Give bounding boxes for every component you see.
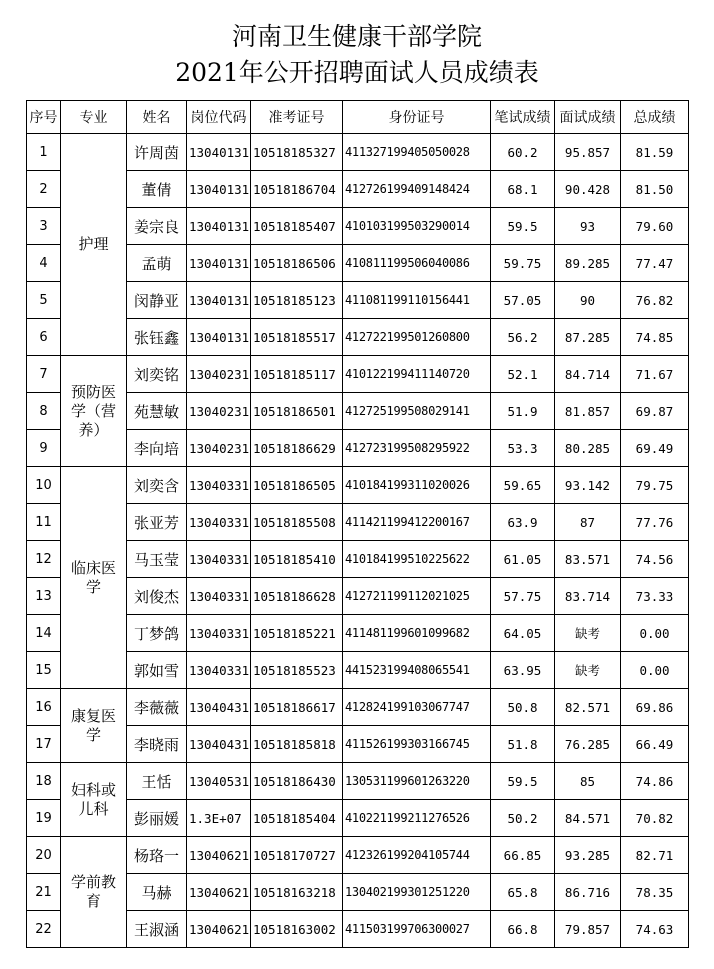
name-cell: 孟萌	[127, 245, 187, 282]
seq-cell: 15	[27, 652, 61, 689]
table-row	[27, 837, 689, 874]
written-score-cell: 57.75	[491, 578, 555, 615]
name-cell: 刘俊杰	[127, 578, 187, 615]
total-score-cell: 79.60	[621, 208, 689, 245]
exam-no-cell: 10518185221	[251, 615, 343, 652]
post-code-cell: 13040131	[187, 282, 251, 319]
post-code-cell: 13040331	[187, 615, 251, 652]
total-score-cell: 74.86	[621, 763, 689, 800]
header-written: 笔试成绩	[491, 101, 555, 134]
total-score-cell: 81.59	[621, 134, 689, 171]
seq-cell: 13	[27, 578, 61, 615]
post-code-cell: 13040331	[187, 652, 251, 689]
id-no-cell: 411421199412200167	[343, 504, 491, 541]
written-score-cell: 50.2	[491, 800, 555, 837]
exam-no-cell: 10518186704	[251, 171, 343, 208]
post-code-cell: 13040621	[187, 837, 251, 874]
post-code-cell: 13040231	[187, 430, 251, 467]
header-row	[27, 101, 689, 134]
post-code-cell: 13040531	[187, 763, 251, 800]
interview-score-cell: 缺考	[555, 652, 621, 689]
header-major: 专业	[61, 101, 127, 134]
major-cell: 预防医学（营养）	[61, 356, 127, 467]
name-cell: 马玉莹	[127, 541, 187, 578]
id-no-cell: 130531199601263220	[343, 763, 491, 800]
interview-score-cell: 87	[555, 504, 621, 541]
name-cell: 刘奕含	[127, 467, 187, 504]
written-score-cell: 63.95	[491, 652, 555, 689]
written-score-cell: 61.05	[491, 541, 555, 578]
exam-no-cell: 10518185517	[251, 319, 343, 356]
name-cell: 王淑涵	[127, 911, 187, 948]
written-score-cell: 56.2	[491, 319, 555, 356]
name-cell: 郭如雪	[127, 652, 187, 689]
table-row	[27, 726, 689, 763]
id-no-cell: 410221199211276526	[343, 800, 491, 837]
post-code-cell: 13040621	[187, 874, 251, 911]
id-no-cell: 412721199112021025	[343, 578, 491, 615]
total-score-cell: 77.76	[621, 504, 689, 541]
written-score-cell: 53.3	[491, 430, 555, 467]
post-code-cell: 13040231	[187, 393, 251, 430]
exam-no-cell: 10518186617	[251, 689, 343, 726]
post-code-cell: 13040231	[187, 356, 251, 393]
interview-score-cell: 缺考	[555, 615, 621, 652]
name-cell: 丁梦鸽	[127, 615, 187, 652]
table-row	[27, 615, 689, 652]
header-interview: 面试成绩	[555, 101, 621, 134]
exam-no-cell: 10518185523	[251, 652, 343, 689]
seq-cell: 12	[27, 541, 61, 578]
exam-no-cell: 10518186629	[251, 430, 343, 467]
seq-cell: 8	[27, 393, 61, 430]
total-score-cell: 69.49	[621, 430, 689, 467]
written-score-cell: 66.85	[491, 837, 555, 874]
written-score-cell: 60.2	[491, 134, 555, 171]
table-row	[27, 578, 689, 615]
id-no-cell: 130402199301251220	[343, 874, 491, 911]
post-code-cell: 13040131	[187, 171, 251, 208]
table-row	[27, 393, 689, 430]
major-cell: 临床医学	[61, 467, 127, 689]
post-code-cell: 13040431	[187, 726, 251, 763]
written-score-cell: 51.8	[491, 726, 555, 763]
total-score-cell: 74.56	[621, 541, 689, 578]
id-no-cell: 411503199706300027	[343, 911, 491, 948]
seq-cell: 9	[27, 430, 61, 467]
exam-no-cell: 10518186430	[251, 763, 343, 800]
interview-score-cell: 81.857	[555, 393, 621, 430]
id-no-cell: 411481199601099682	[343, 615, 491, 652]
name-cell: 王恬	[127, 763, 187, 800]
interview-score-cell: 90.428	[555, 171, 621, 208]
written-score-cell: 64.05	[491, 615, 555, 652]
post-code-cell: 13040131	[187, 134, 251, 171]
post-code-cell: 13040131	[187, 245, 251, 282]
table-row	[27, 874, 689, 911]
written-score-cell: 68.1	[491, 171, 555, 208]
interview-score-cell: 84.571	[555, 800, 621, 837]
post-code-cell: 13040131	[187, 208, 251, 245]
table-row	[27, 504, 689, 541]
exam-no-cell: 10518186505	[251, 467, 343, 504]
id-no-cell: 412824199103067747	[343, 689, 491, 726]
table-row	[27, 652, 689, 689]
table-row	[27, 763, 689, 800]
seq-cell: 2	[27, 171, 61, 208]
written-score-cell: 51.9	[491, 393, 555, 430]
total-score-cell: 74.85	[621, 319, 689, 356]
table-row	[27, 689, 689, 726]
exam-no-cell: 10518186501	[251, 393, 343, 430]
interview-score-cell: 83.571	[555, 541, 621, 578]
written-score-cell: 63.9	[491, 504, 555, 541]
post-code-cell: 13040331	[187, 504, 251, 541]
seq-cell: 14	[27, 615, 61, 652]
exam-no-cell: 10518186506	[251, 245, 343, 282]
interview-score-cell: 90	[555, 282, 621, 319]
exam-no-cell: 10518185123	[251, 282, 343, 319]
id-no-cell: 410184199311020026	[343, 467, 491, 504]
score-table	[26, 100, 689, 948]
header-name: 姓名	[127, 101, 187, 134]
interview-score-cell: 79.857	[555, 911, 621, 948]
total-score-cell: 69.86	[621, 689, 689, 726]
interview-score-cell: 83.714	[555, 578, 621, 615]
table-row	[27, 319, 689, 356]
written-score-cell: 59.5	[491, 208, 555, 245]
id-no-cell: 412725199508029141	[343, 393, 491, 430]
seq-cell: 4	[27, 245, 61, 282]
exam-no-cell: 10518185404	[251, 800, 343, 837]
document-title: 河南卫生健康干部学院	[231, 22, 482, 51]
interview-score-cell: 93.285	[555, 837, 621, 874]
seq-cell: 3	[27, 208, 61, 245]
total-score-cell: 0.00	[621, 615, 689, 652]
exam-no-cell: 10518186628	[251, 578, 343, 615]
total-score-cell: 78.35	[621, 874, 689, 911]
name-cell: 李向培	[127, 430, 187, 467]
seq-cell: 20	[27, 837, 61, 874]
name-cell: 李薇薇	[127, 689, 187, 726]
table-row	[27, 134, 689, 171]
id-no-cell: 410811199506040086	[343, 245, 491, 282]
name-cell: 李晓雨	[127, 726, 187, 763]
post-code-cell: 1.3E+07	[187, 800, 251, 837]
written-score-cell: 59.5	[491, 763, 555, 800]
interview-score-cell: 86.716	[555, 874, 621, 911]
seq-cell: 7	[27, 356, 61, 393]
interview-score-cell: 87.285	[555, 319, 621, 356]
table-row	[27, 800, 689, 837]
written-score-cell: 57.05	[491, 282, 555, 319]
table-row	[27, 282, 689, 319]
seq-cell: 5	[27, 282, 61, 319]
id-no-cell: 411081199110156441	[343, 282, 491, 319]
table-row	[27, 356, 689, 393]
exam-no-cell: 10518185327	[251, 134, 343, 171]
id-no-cell: 412722199501260800	[343, 319, 491, 356]
written-score-cell: 66.8	[491, 911, 555, 948]
written-score-cell: 59.75	[491, 245, 555, 282]
header-total: 总成绩	[621, 101, 689, 134]
name-cell: 董倩	[127, 171, 187, 208]
table-row	[27, 245, 689, 282]
total-score-cell: 69.87	[621, 393, 689, 430]
total-score-cell: 81.50	[621, 171, 689, 208]
written-score-cell: 59.65	[491, 467, 555, 504]
post-code-cell: 13040131	[187, 319, 251, 356]
table-row	[27, 171, 689, 208]
major-cell: 护理	[61, 134, 127, 356]
major-cell: 学前教育	[61, 837, 127, 948]
interview-score-cell: 95.857	[555, 134, 621, 171]
name-cell: 刘奕铭	[127, 356, 187, 393]
post-code-cell: 13040331	[187, 541, 251, 578]
interview-score-cell: 84.714	[555, 356, 621, 393]
seq-cell: 16	[27, 689, 61, 726]
exam-no-cell: 10518185508	[251, 504, 343, 541]
table-row	[27, 208, 689, 245]
seq-cell: 21	[27, 874, 61, 911]
header-id-no: 身份证号	[343, 101, 491, 134]
name-cell: 杨珞一	[127, 837, 187, 874]
table-row	[27, 467, 689, 504]
exam-no-cell: 10518185410	[251, 541, 343, 578]
interview-score-cell: 82.571	[555, 689, 621, 726]
id-no-cell: 410103199503290014	[343, 208, 491, 245]
name-cell: 闵静亚	[127, 282, 187, 319]
interview-score-cell: 76.285	[555, 726, 621, 763]
name-cell: 姜宗良	[127, 208, 187, 245]
seq-cell: 19	[27, 800, 61, 837]
seq-cell: 6	[27, 319, 61, 356]
header-exam-no: 准考证号	[251, 101, 343, 134]
interview-score-cell: 93	[555, 208, 621, 245]
id-no-cell: 410122199411140720	[343, 356, 491, 393]
id-no-cell: 410184199510225622	[343, 541, 491, 578]
name-cell: 苑慧敏	[127, 393, 187, 430]
total-score-cell: 82.71	[621, 837, 689, 874]
header-seq: 序号	[27, 101, 61, 134]
interview-score-cell: 93.142	[555, 467, 621, 504]
written-score-cell: 65.8	[491, 874, 555, 911]
name-cell: 彭丽媛	[127, 800, 187, 837]
exam-no-cell: 10518163002	[251, 911, 343, 948]
post-code-cell: 13040431	[187, 689, 251, 726]
name-cell: 张亚芳	[127, 504, 187, 541]
table-row	[27, 430, 689, 467]
seq-cell: 10	[27, 467, 61, 504]
exam-no-cell: 10518185818	[251, 726, 343, 763]
total-score-cell: 79.75	[621, 467, 689, 504]
major-cell: 妇科或儿科	[61, 763, 127, 837]
exam-no-cell: 10518185117	[251, 356, 343, 393]
name-cell: 许周茵	[127, 134, 187, 171]
seq-cell: 11	[27, 504, 61, 541]
id-no-cell: 411526199303166745	[343, 726, 491, 763]
post-code-cell: 13040331	[187, 578, 251, 615]
interview-score-cell: 85	[555, 763, 621, 800]
total-score-cell: 0.00	[621, 652, 689, 689]
seq-cell: 18	[27, 763, 61, 800]
id-no-cell: 412723199508295922	[343, 430, 491, 467]
seq-cell: 17	[27, 726, 61, 763]
exam-no-cell: 10518185407	[251, 208, 343, 245]
major-cell: 康复医学	[61, 689, 127, 763]
total-score-cell: 70.82	[621, 800, 689, 837]
total-score-cell: 76.82	[621, 282, 689, 319]
id-no-cell: 441523199408065541	[343, 652, 491, 689]
total-score-cell: 74.63	[621, 911, 689, 948]
exam-no-cell: 10518163218	[251, 874, 343, 911]
written-score-cell: 52.1	[491, 356, 555, 393]
document-subtitle: 2021年公开招聘面试人员成绩表	[175, 58, 539, 87]
id-no-cell: 412326199204105744	[343, 837, 491, 874]
total-score-cell: 73.33	[621, 578, 689, 615]
post-code-cell: 13040621	[187, 911, 251, 948]
table-row	[27, 911, 689, 948]
id-no-cell: 412726199409148424	[343, 171, 491, 208]
header-post-code: 岗位代码	[187, 101, 251, 134]
total-score-cell: 66.49	[621, 726, 689, 763]
name-cell: 马赫	[127, 874, 187, 911]
total-score-cell: 77.47	[621, 245, 689, 282]
name-cell: 张钰鑫	[127, 319, 187, 356]
seq-cell: 22	[27, 911, 61, 948]
written-score-cell: 50.8	[491, 689, 555, 726]
exam-no-cell: 10518170727	[251, 837, 343, 874]
total-score-cell: 71.67	[621, 356, 689, 393]
interview-score-cell: 89.285	[555, 245, 621, 282]
seq-cell: 1	[27, 134, 61, 171]
interview-score-cell: 80.285	[555, 430, 621, 467]
id-no-cell: 411327199405050028	[343, 134, 491, 171]
post-code-cell: 13040331	[187, 467, 251, 504]
table-row	[27, 541, 689, 578]
